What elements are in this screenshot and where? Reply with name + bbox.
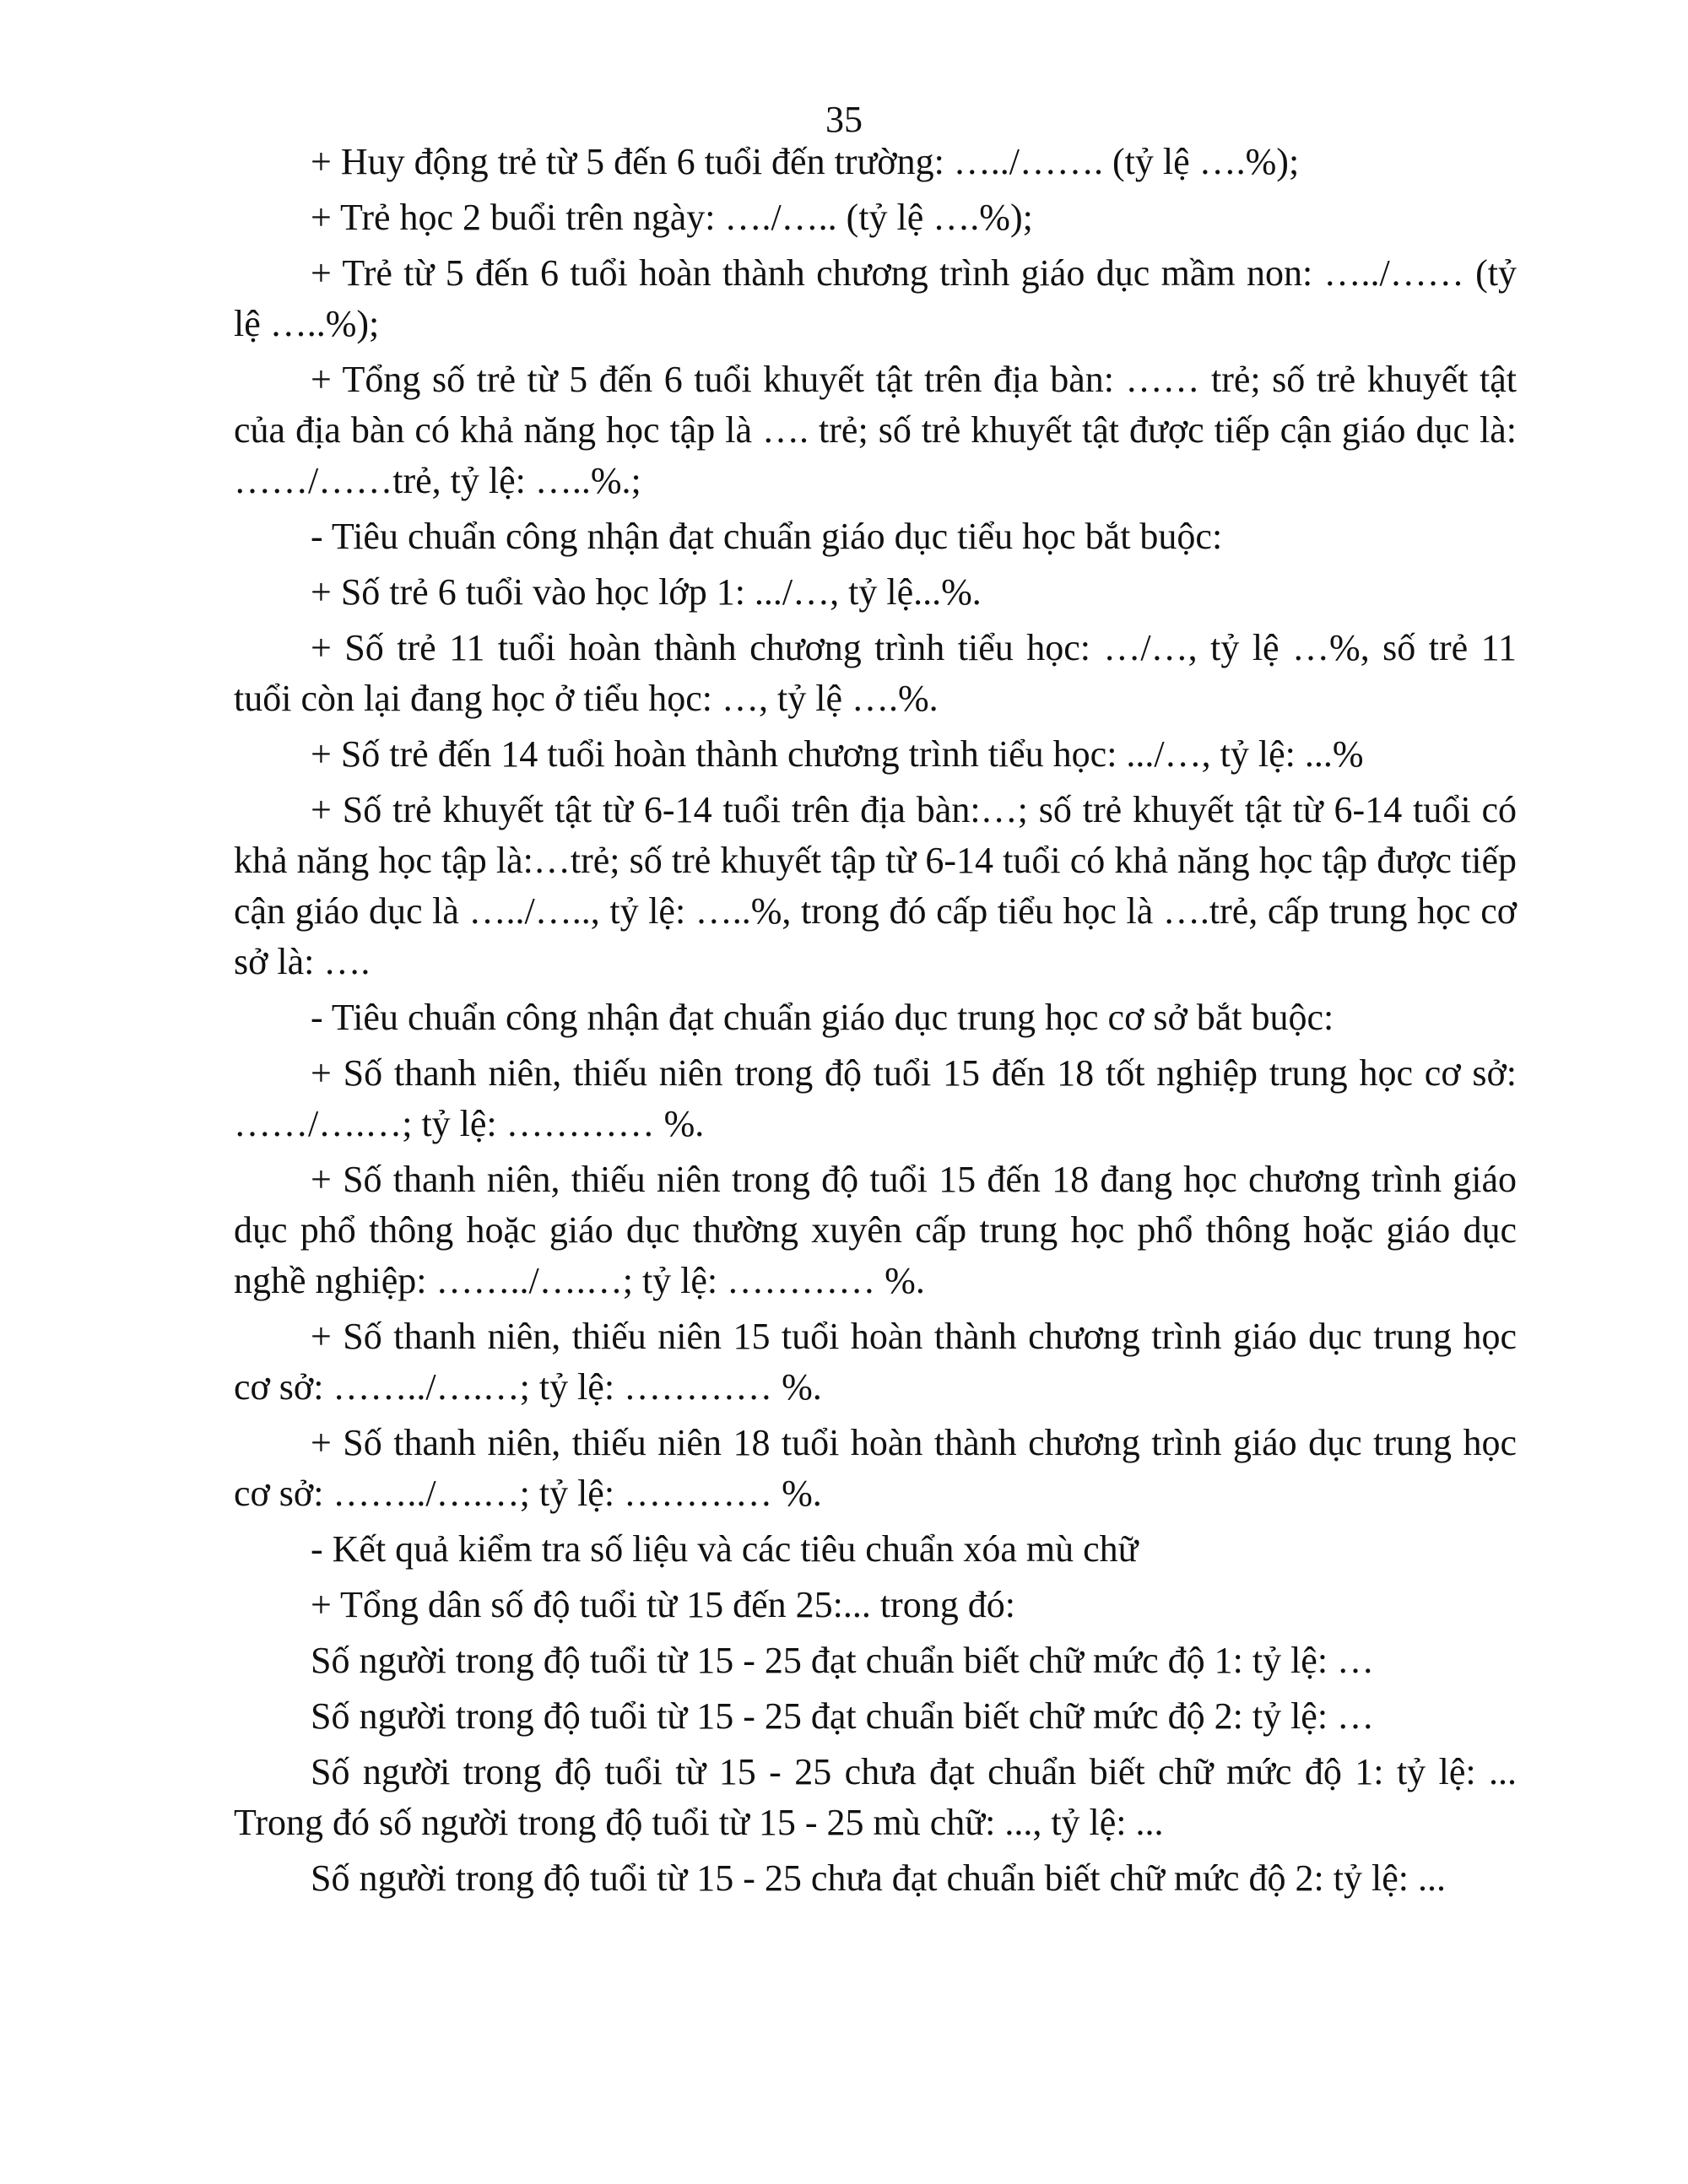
paragraph-total-population: + Tổng dân số độ tuổi từ 15 đến 25:... trong đó: [311,1584,1015,1625]
paragraph-age15-completion: + Số thanh niên, thiếu niên 15 tuổi hoàn thành chương trình giáo dục trung học cơ sở: ……../….…; tỷ lệ: ………… %. [234,1316,1517,1408]
paragraph-preschool-completion: + Trẻ từ 5 đến 6 tuổi hoàn thành chương trình giáo dục mầm non: …../…… (tỷ lệ …..%); [234,252,1517,344]
paragraph-two-sessions: + Trẻ học 2 buổi trên ngày: …./….. (tỷ lệ ….%); [311,197,1033,238]
heading-primary-standard: - Tiêu chuẩn công nhận đạt chuẩn giáo dục tiểu học bắt buộc: [311,516,1223,557]
paragraph-not-literate-level1: Số người trong độ tuổi từ 15 - 25 chưa đạt chuẩn biết chữ mức độ 1: tỷ lệ: ... Trong đó số người trong độ tuổi từ 15 - 25 mù chữ: ..., tỷ lệ: ... [234,1751,1517,1843]
document-body [234,137,1517,1909]
paragraph-disabled-preschool: + Tổng số trẻ từ 5 đến 6 tuổi khuyết tật trên địa bàn: …… trẻ; số trẻ khuyết tật của địa bàn có khả năng học tập là …. trẻ; số trẻ khuyết tật được tiếp cận giáo dục là: ……/……trẻ, tỷ lệ: …..%.; [234,359,1517,501]
paragraph-lower-secondary-graduates: + Số thanh niên, thiếu niên trong độ tuổi 15 đến 18 tốt nghiệp trung học cơ sở: ……/….…; tỷ lệ: ………… %. [234,1052,1517,1144]
paragraph-disabled-primary: + Số trẻ khuyết tật từ 6-14 tuổi trên địa bàn:…; số trẻ khuyết tật từ 6-14 tuổi có khả năng học tập là:…trẻ; số trẻ khuyết tập từ 6-14 tuổi có khả năng học tập được tiếp cận giáo dục là …../….., tỷ lệ: …..%, trong đó cấp tiểu học là ….trẻ, cấp trung học cơ sở là: …. [234,789,1517,982]
paragraph-age11-completion: + Số trẻ 11 tuổi hoàn thành chương trình tiểu học: …/…, tỷ lệ …%, số trẻ 11 tuổi còn lại đang học ở tiểu học: …, tỷ lệ ….%. [234,627,1517,719]
page-number: 35 [825,99,863,140]
paragraph-literacy-level2: Số người trong độ tuổi từ 15 - 25 đạt chuẩn biết chữ mức độ 2: tỷ lệ: … [311,1695,1375,1737]
heading-literacy-results: - Kết quả kiểm tra số liệu và các tiêu chuẩn xóa mù chữ [311,1528,1139,1570]
paragraph-literacy-level1: Số người trong độ tuổi từ 15 - 25 đạt chuẩn biết chữ mức độ 1: tỷ lệ: … [311,1640,1375,1681]
paragraph-mobilization: + Huy động trẻ từ 5 đến 6 tuổi đến trường: …../……. (tỷ lệ ….%); [311,141,1300,182]
paragraph-age14-completion: + Số trẻ đến 14 tuổi hoàn thành chương trình tiểu học: .../…, tỷ lệ: ...% [311,733,1364,775]
paragraph-not-literate-level2: Số người trong độ tuổi từ 15 - 25 chưa đạt chuẩn biết chữ mức độ 2: tỷ lệ: ... [311,1857,1446,1899]
paragraph-grade1-enrollment: + Số trẻ 6 tuổi vào học lớp 1: .../…, tỷ lệ...%. [311,571,982,613]
paragraph-upper-secondary-enrollment: + Số thanh niên, thiếu niên trong độ tuổi 15 đến 18 đang học chương trình giáo dục phổ thông hoặc giáo dục thường xuyên cấp trung học phổ thông hoặc giáo dục nghề nghiệp: ……../….…; tỷ lệ: ………… %. [234,1159,1517,1301]
heading-lower-secondary-standard: - Tiêu chuẩn công nhận đạt chuẩn giáo dục trung học cơ sở bắt buộc: [311,997,1334,1038]
paragraph-age18-completion: + Số thanh niên, thiếu niên 18 tuổi hoàn thành chương trình giáo dục trung học cơ sở: ……../….…; tỷ lệ: ………… %. [234,1422,1517,1514]
